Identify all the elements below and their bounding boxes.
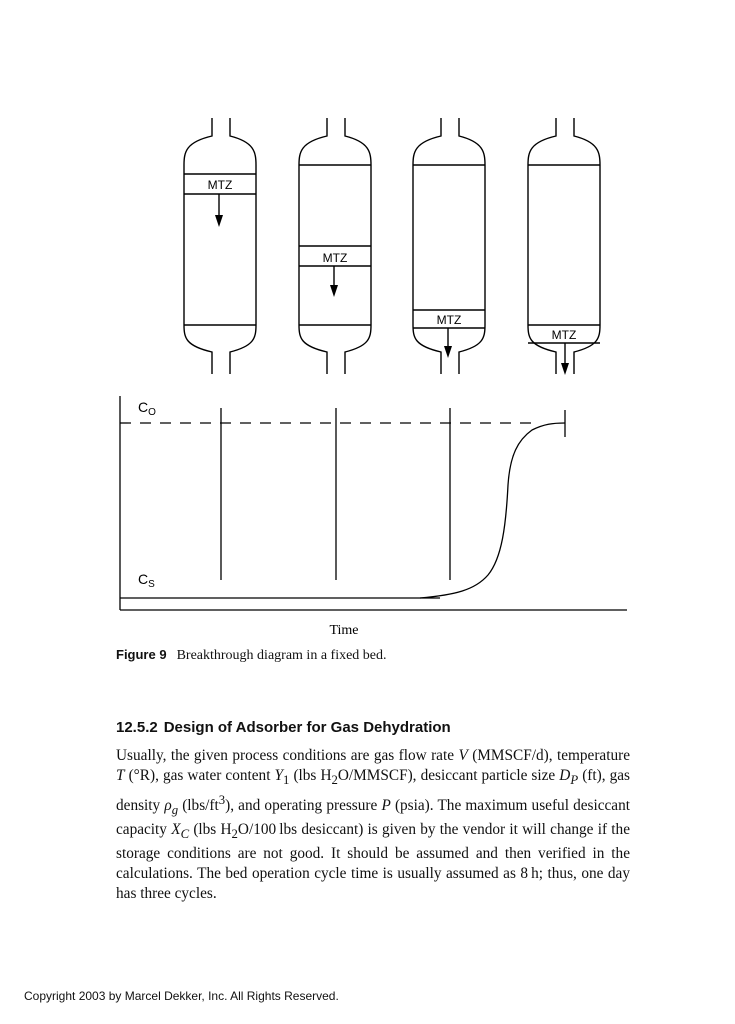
adsorber-vessel-3 xyxy=(413,118,485,374)
figure-caption-label: Figure 9 xyxy=(116,647,167,662)
body-paragraph: Usually, the given process conditions are gas flow rate V (MMSCF/d), temperature T (°R), gas water content $Y_1$ (lbs $H_2O/MMSCF$), desiccant particle size $D_P$ (ft), gas density $\rho_g$ $(lbs/ft^3)$, and operating pressure P (psia). The maximum useful desiccant capacity $X_C$ (lbs $H_2O/100$ lbs desiccant) is given by the vendor it will change if the storage conditions are not good. It should be assumed and then verified in the calculations. The bed operation cycle time is usually assumed as 8 h; thus, one day has three cycles. xyxy=(116,747,630,903)
mtz-label-2: MTZ xyxy=(322,251,348,265)
adsorber-vessel-2 xyxy=(299,118,371,374)
c0-label: $C_O$ xyxy=(138,399,156,418)
section-number: 12.5.2 xyxy=(116,719,158,736)
figure-caption-text: Breakthrough diagram in a fixed bed. xyxy=(176,648,387,663)
x-axis-label: Time xyxy=(329,623,359,638)
adsorber-vessel-1 xyxy=(184,118,256,374)
mtz-label-3: MTZ xyxy=(436,313,462,327)
section-title: Design of Adsorber for Gas Dehydration xyxy=(163,719,451,736)
figure-caption xyxy=(116,647,387,664)
mtz-label-4: MTZ xyxy=(551,328,577,342)
flow-arrow-icon xyxy=(215,215,223,227)
copyright-footer: Copyright 2003 by Marcel Dekker, Inc. All Rights Reserved. xyxy=(24,989,339,1003)
flow-arrow-icon xyxy=(561,363,569,375)
breakthrough-curve xyxy=(420,423,565,598)
section-heading xyxy=(116,719,451,736)
flow-arrow-icon xyxy=(444,346,452,358)
mtz-label-1: MTZ xyxy=(207,178,233,192)
flow-arrow-icon xyxy=(330,285,338,297)
cs-label: $C_S$ xyxy=(138,571,155,590)
